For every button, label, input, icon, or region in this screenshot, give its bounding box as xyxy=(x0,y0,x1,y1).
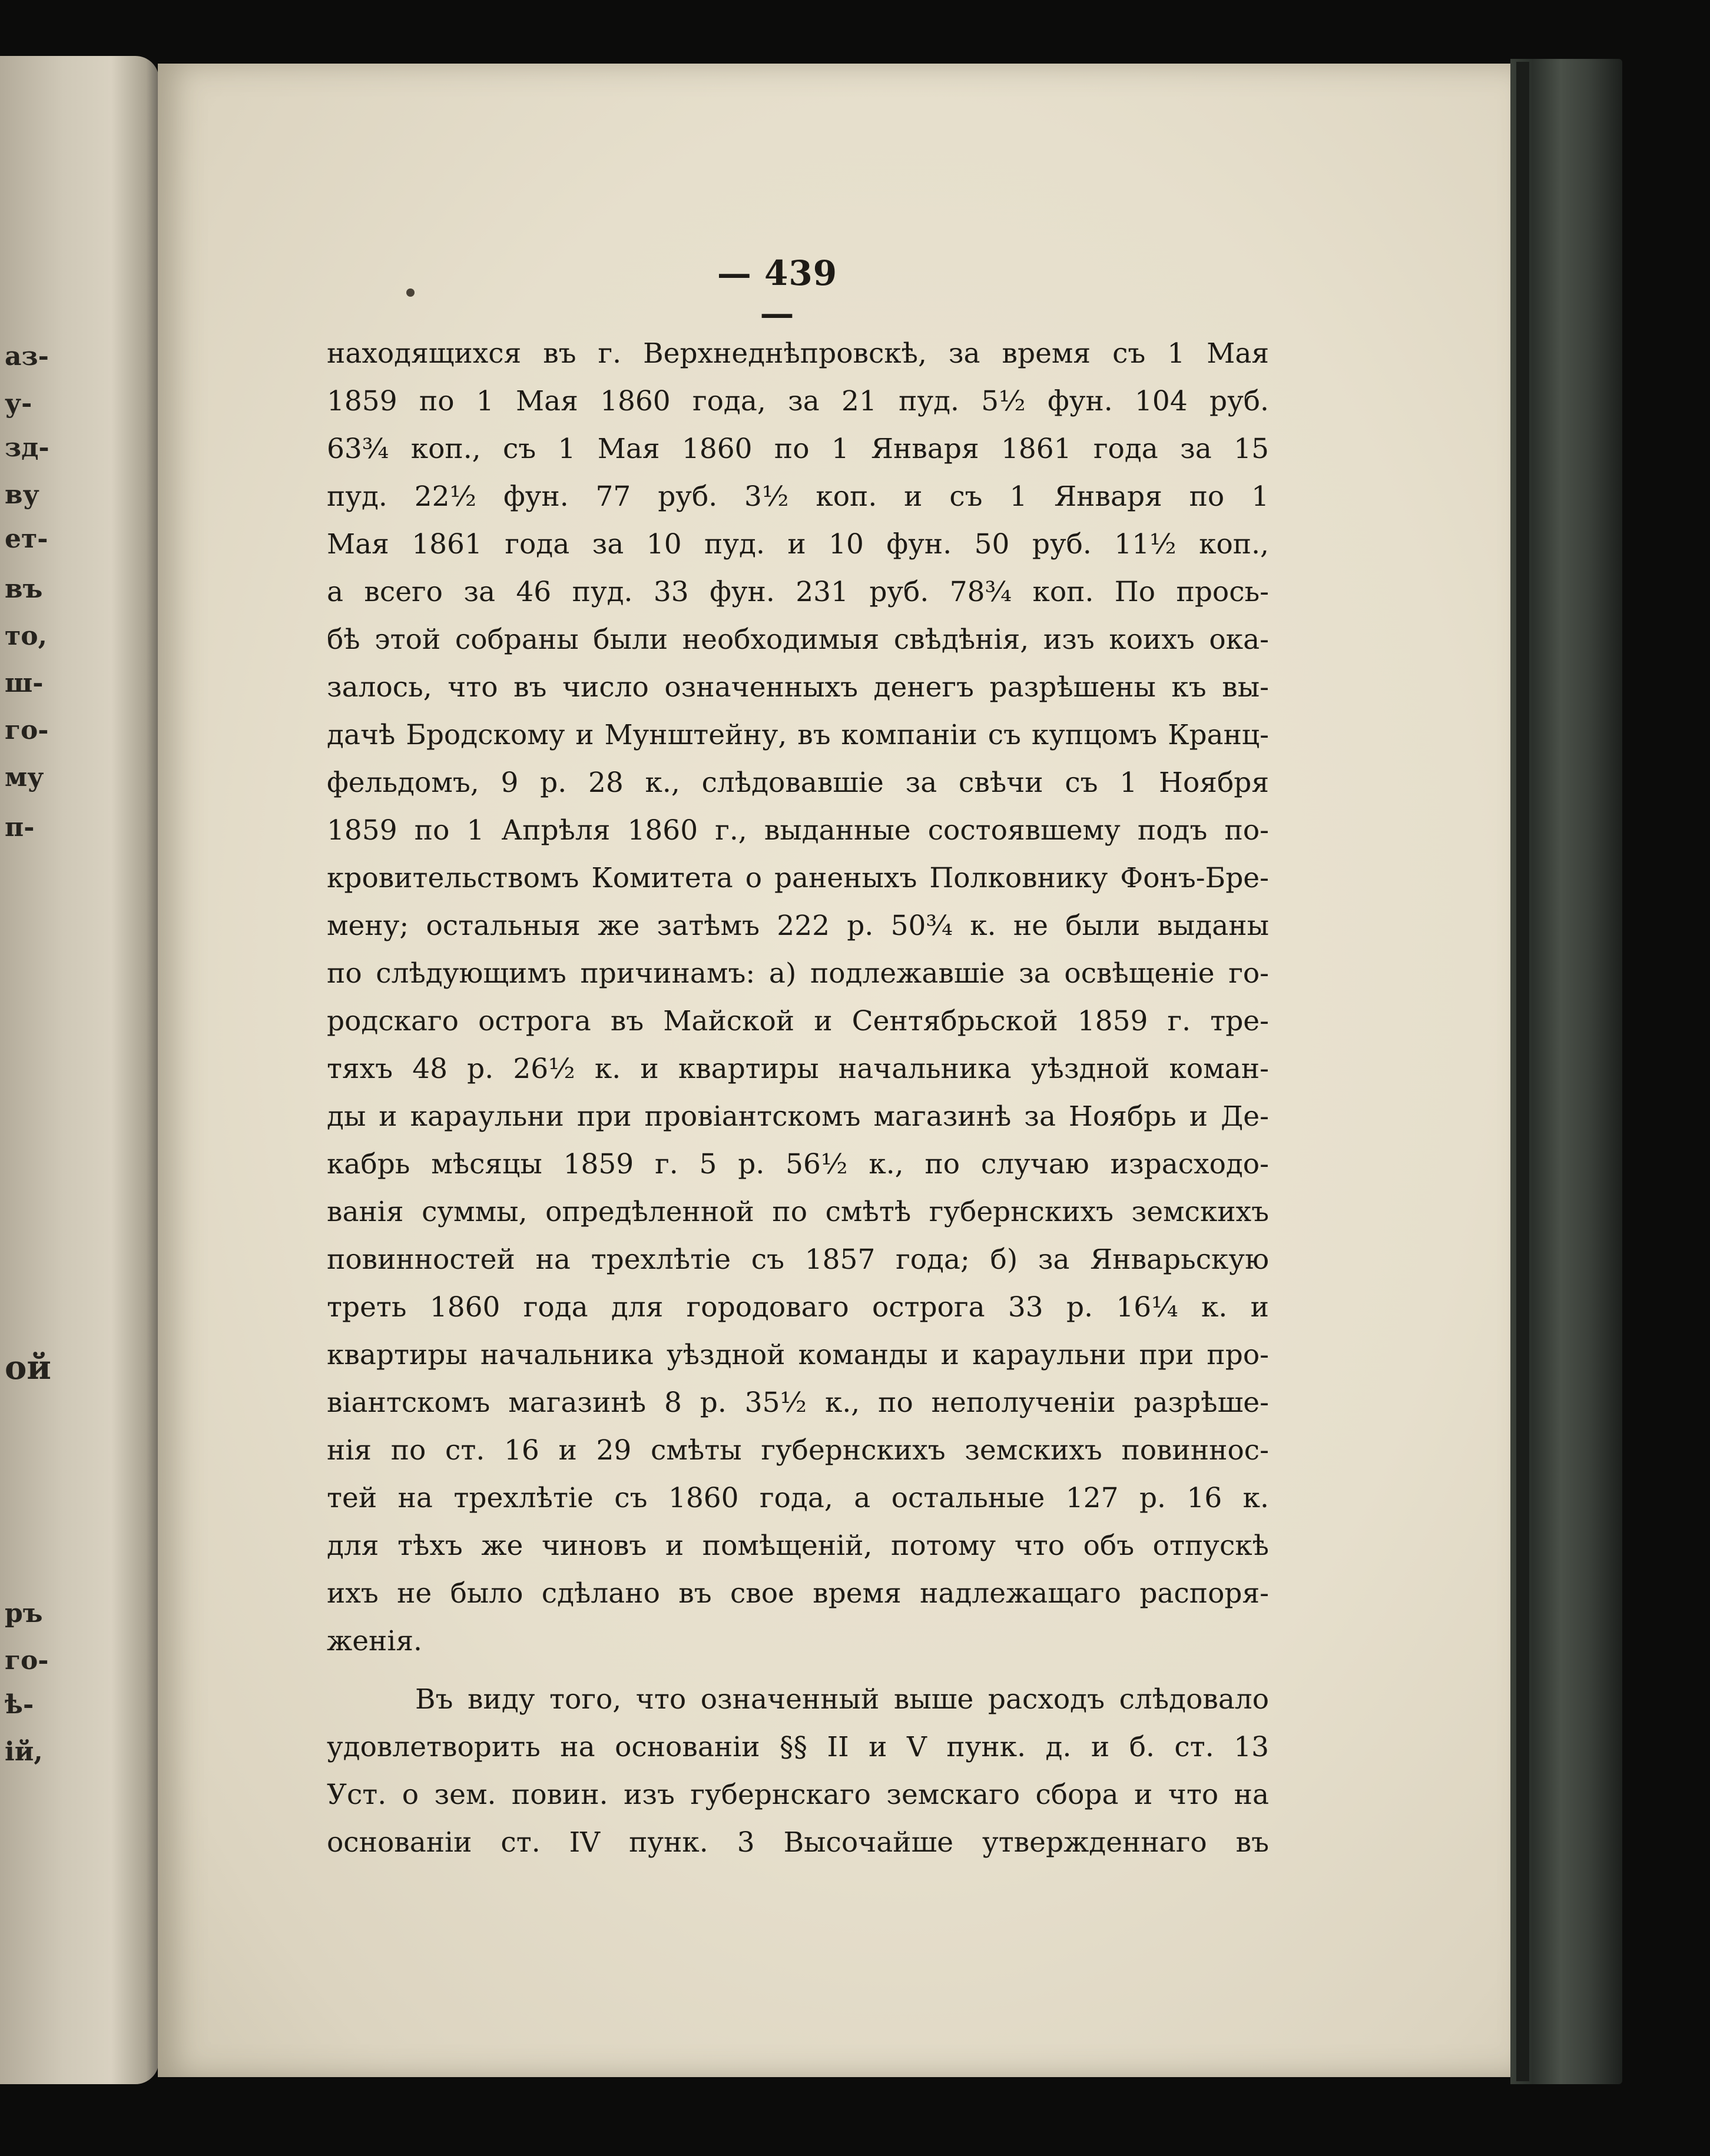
left-fragment: му xyxy=(5,762,44,792)
text-line: кровительствомъ Комитета о раненыхъ Полковнику Фонъ-Бре- xyxy=(327,862,1269,894)
text-line: повинностей на трехлѣтіе съ 1857 года; б) за Январьскую xyxy=(327,1243,1269,1276)
text-line: тяхъ 48 р. 26½ к. и квартиры начальника уѣздной коман- xyxy=(327,1053,1269,1085)
paragraph-line: удовлетворить на основаніи §§ II и V пунк. д. и б. ст. 13 xyxy=(327,1731,1269,1763)
left-fragment: го- xyxy=(5,715,49,745)
text-line: нія по ст. 16 и 29 смѣты губернскихъ земскихъ повиннос- xyxy=(327,1434,1269,1467)
text-line: для тѣхъ же чиновъ и помѣщеній, потому что объ отпускѣ xyxy=(327,1530,1269,1562)
text-line: 1859 по 1 Мая 1860 года, за 21 пуд. 5½ фун. 104 руб. xyxy=(327,385,1269,417)
previous-page-edge xyxy=(0,56,159,2084)
text-line: ихъ не было сдѣлано въ свое время надлежащаго распоря- xyxy=(327,1577,1269,1610)
left-fragment: ой xyxy=(5,1348,51,1387)
left-fragment: п- xyxy=(5,812,35,843)
text-line: тей на трехлѣтіе съ 1860 года, а остальные 127 р. 16 к. xyxy=(327,1482,1269,1514)
text-line: мену; остальныя же затѣмъ 222 р. 50¾ к. не были выданы xyxy=(327,910,1269,942)
text-line: кабрь мѣсяцы 1859 г. 5 р. 56½ к., по случаю израсходо- xyxy=(327,1148,1269,1180)
cover-edge xyxy=(1516,62,1529,2081)
text-line: женія. xyxy=(327,1625,422,1657)
text-line: залось, что въ число означенныхъ денегъ разрѣшены къ вы- xyxy=(327,671,1269,704)
text-line: находящихся въ г. Верхнеднѣпровскѣ, за время съ 1 Мая xyxy=(327,337,1269,370)
text-line: 63¾ коп., съ 1 Мая 1860 по 1 Января 1861 года за 15 xyxy=(327,433,1269,465)
left-fragment: ій, xyxy=(5,1737,43,1767)
text-line: треть 1860 года для городоваго острога 33 р. 16¼ к. и xyxy=(327,1291,1269,1324)
paragraph-line: основаніи ст. IV пунк. 3 Высочайше утвержденнаго въ xyxy=(327,1826,1269,1859)
text-line: ды и караульни при провіантскомъ магазинѣ за Ноябрь и Де- xyxy=(327,1100,1269,1133)
text-line: родскаго острога въ Майской и Сентябрьской 1859 г. тре- xyxy=(327,1005,1269,1037)
text-line: квартиры начальника уѣздной команды и караульни при про- xyxy=(327,1339,1269,1371)
text-line: бѣ этой собраны были необходимыя свѣдѣнія, изъ коихъ ока- xyxy=(327,623,1269,656)
left-fragment: зд- xyxy=(5,433,49,463)
left-fragment: въ xyxy=(5,574,43,604)
left-fragment: ву xyxy=(5,480,39,510)
page-body xyxy=(327,330,1269,1866)
left-fragment: у- xyxy=(5,389,32,419)
left-fragment: ет- xyxy=(5,524,48,554)
text-line: а всего за 46 пуд. 33 фун. 231 руб. 78¾ коп. По прось- xyxy=(327,576,1269,608)
text-line: фельдомъ, 9 р. 28 к., слѣдовавшіе за свѣчи съ 1 Ноября xyxy=(327,767,1269,799)
left-fragment: ш- xyxy=(5,668,44,698)
left-fragment: ръ xyxy=(5,1598,43,1628)
paragraph-line: Въ виду того, что означенный выше расходъ слѣдовало xyxy=(415,1683,1269,1716)
text-line: Мая 1861 года за 10 пуд. и 10 фун. 50 руб. 11½ коп., xyxy=(327,528,1269,560)
text-line: ванія суммы, опредѣленной по смѣтѣ губернскихъ земскихъ xyxy=(327,1196,1269,1228)
text-line: по слѣдующимъ причинамъ: а) подлежавшіе за освѣщеніе го- xyxy=(327,957,1269,990)
left-fragment: аз- xyxy=(5,341,49,372)
left-fragment: го- xyxy=(5,1646,49,1676)
left-fragment: ѣ- xyxy=(5,1690,34,1720)
text-line: 1859 по 1 Апрѣля 1860 г., выданные состоявшему подъ по- xyxy=(327,814,1269,847)
paragraph-line: Уст. о зем. повин. изъ губернскаго земскаго сбора и что на xyxy=(327,1779,1269,1811)
ink-speck xyxy=(406,288,415,297)
left-fragment: то, xyxy=(5,621,47,651)
text-line: дачѣ Бродскому и Мунштейну, въ компаніи съ купцомъ Кранц- xyxy=(327,719,1269,751)
text-line: пуд. 22½ фун. 77 руб. 3½ коп. и съ 1 Января по 1 xyxy=(327,480,1269,513)
page-number: — 439 — xyxy=(717,253,838,333)
text-line: віантскомъ магазинѣ 8 р. 35½ к., по неполученіи разрѣше- xyxy=(327,1387,1269,1419)
